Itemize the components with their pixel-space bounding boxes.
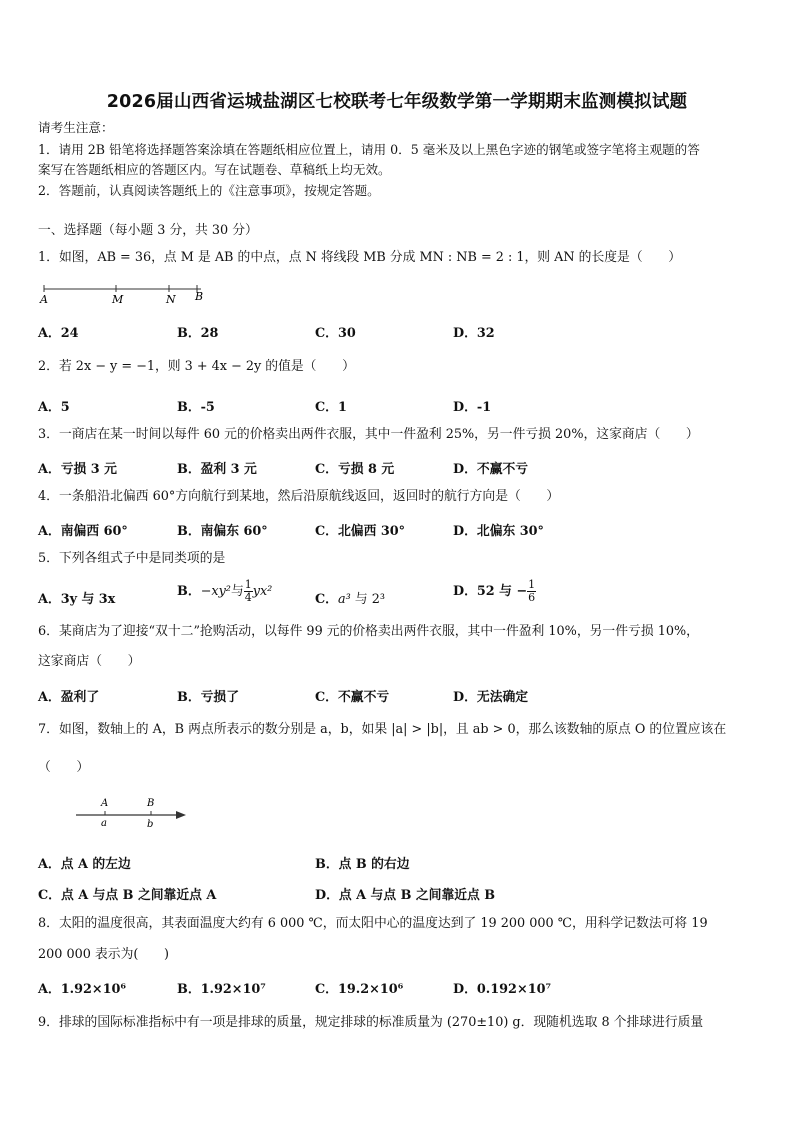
question-5-option-a[interactable]: A．3y 与 3x (38, 592, 116, 607)
question-7-option-b[interactable]: B．点 B 的右边 (315, 857, 410, 872)
question-7-option-d[interactable]: D．点 A 与点 B 之间靠近点 B (315, 888, 496, 903)
question-5-text: 5．下列各组式子中是同类项的是 (38, 551, 226, 566)
question-2-option-b[interactable]: B．-5 (177, 400, 215, 415)
expression-yx2: yx² (252, 584, 273, 599)
label-a: A (40, 293, 48, 306)
question-3-option-c[interactable]: C．亏损 8 元 (315, 462, 395, 477)
question-5-option-d[interactable] (453, 579, 536, 604)
question-6-option-c[interactable]: C．不赢不亏 (315, 690, 390, 705)
question-8-option-b[interactable]: B．1.92×10⁷ (177, 982, 266, 997)
question-1-option-a[interactable]: A．24 (38, 326, 79, 341)
label-m: M (112, 293, 124, 306)
option-b-connector: 与 (230, 584, 244, 599)
expression-a-cubed: a³ (337, 592, 351, 607)
option-b-prefix: B． (177, 584, 201, 599)
fraction-denominator: 6 (528, 591, 536, 604)
question-7-text-line-1: 7．如图，数轴上的 A，B 两点所表示的数分别是 a，b，如果 |a| > |b|，且 ab > 0，那么该数轴的原点 O 的位置应该在 (38, 722, 727, 737)
label-b: B (195, 290, 204, 303)
expression-two-cubed: 2³ (371, 592, 385, 607)
question-3-option-b[interactable]: B．盈利 3 元 (177, 462, 257, 477)
label-n: N (166, 293, 176, 306)
question-8-option-c[interactable]: C．19.2×10⁶ (315, 982, 404, 997)
question-7-number-line-figure (70, 794, 190, 830)
label-b-value: b (147, 819, 154, 830)
arrow-right-icon (176, 811, 186, 819)
question-3-text: 3．一商店在某一时间以每件 60 元的价格卖出两件衣服，其中一件盈利 25%，另一件亏损 20%，这家商店（ ） (38, 427, 699, 442)
question-2-text: 2．若 2x − y = −1，则 3 + 4x − 2y 的值是（ ） (38, 359, 355, 374)
notice-item-1-line-2: 案写在答题纸相应的答题区内。写在试题卷、草稿纸上均无效。 (38, 162, 391, 177)
section-heading: 一、选择题（每小题 3 分，共 30 分） (38, 223, 258, 238)
question-4-option-c[interactable]: C．北偏西 30° (315, 524, 406, 539)
question-2-option-a[interactable]: A．5 (38, 400, 70, 415)
question-9-text: 9．排球的国际标准指标中有一项是排球的质量，规定排球的标准质量为 (270±10) g．现随机选取 8 个排球进行质量 (38, 1015, 704, 1030)
question-4-option-a[interactable]: A．南偏西 60° (38, 524, 128, 539)
question-8-text-line-2: 200 000 表示为( ) (38, 947, 169, 962)
question-4-option-d[interactable]: D．北偏东 30° (453, 524, 544, 539)
question-8-option-d[interactable]: D．0.192×10⁷ (453, 982, 552, 997)
question-2-option-d[interactable]: D．-1 (453, 400, 492, 415)
option-c-connector: 与 (350, 592, 372, 607)
question-8-text-line-1: 8．太阳的温度很高，其表面温度大约有 6 000 ℃，而太阳中心的温度达到了 19 200 000 ℃，用科学记数法可将 19 (38, 916, 708, 931)
exam-title: 2026届山西省运城盐湖区七校联考七年级数学第一学期期末监测模拟试题 (106, 92, 688, 112)
question-3-option-a[interactable]: A．亏损 3 元 (38, 462, 117, 477)
option-c-prefix: C． (315, 592, 338, 607)
question-1-option-d[interactable]: D．32 (453, 326, 495, 341)
question-2-option-c[interactable]: C．1 (315, 400, 347, 415)
option-d-prefix: D．52 与 − (453, 584, 528, 599)
question-5-option-c[interactable] (315, 588, 385, 607)
label-b: B (147, 798, 155, 809)
question-6-option-a[interactable]: A．盈利了 (38, 690, 100, 705)
question-6-option-b[interactable]: B．亏损了 (177, 690, 240, 705)
notice-item-1-line-1: 1．请用 2B 铅笔将选择题答案涂填在答题纸相应位置上，请用 0．5 毫米及以上黑色字迹的钢笔或签字笔将主观题的答 (38, 142, 700, 157)
question-7-text-line-2: （ ） (38, 760, 90, 775)
question-6-option-d[interactable]: D．无法确定 (453, 690, 529, 705)
fraction-numerator: 1 (528, 578, 536, 591)
notice-heading: 请考生注意： (38, 120, 114, 135)
fraction-denominator: 4 (244, 591, 252, 604)
question-1-option-c[interactable]: C．30 (315, 326, 356, 341)
label-a: A (101, 798, 109, 809)
fraction-one-quarter (244, 579, 253, 604)
question-4-option-b[interactable]: B．南偏东 60° (177, 524, 268, 539)
question-7-option-c[interactable]: C．点 A 与点 B 之间靠近点 A (38, 888, 217, 903)
question-1-text: 1．如图，AB = 36，点 M 是 AB 的中点，点 N 将线段 MB 分成 MN : NB = 2 : 1，则 AN 的长度是（ ） (38, 250, 682, 265)
expression-neg-xy2: −xy² (200, 584, 231, 599)
question-1-segment-figure (36, 282, 216, 308)
question-5-option-b[interactable] (177, 579, 272, 604)
question-3-option-d[interactable]: D．不赢不亏 (453, 462, 529, 477)
fraction-numerator: 1 (244, 578, 252, 591)
notice-item-2: 2．答题前，认真阅读答题纸上的《注意事项》，按规定答题。 (38, 183, 380, 198)
question-8-option-a[interactable]: A．1.92×10⁶ (38, 982, 127, 997)
question-4-text: 4．一条船沿北偏西 60°方向航行到某地，然后沿原航线返回，返回时的航行方向是（ ） (38, 489, 560, 504)
question-1-option-b[interactable]: B．28 (177, 326, 219, 341)
question-6-text-line-1: 6．某商店为了迎接“双十二”抢购活动，以每件 99 元的价格卖出两件衣服，其中一件盈利 10%，另一件亏损 10%， (38, 624, 699, 639)
question-6-text-line-2: 这家商店（ ） (38, 654, 141, 669)
fraction-one-sixth (527, 579, 536, 604)
label-a-value: a (101, 818, 107, 829)
question-7-option-a[interactable]: A．点 A 的左边 (38, 857, 131, 872)
